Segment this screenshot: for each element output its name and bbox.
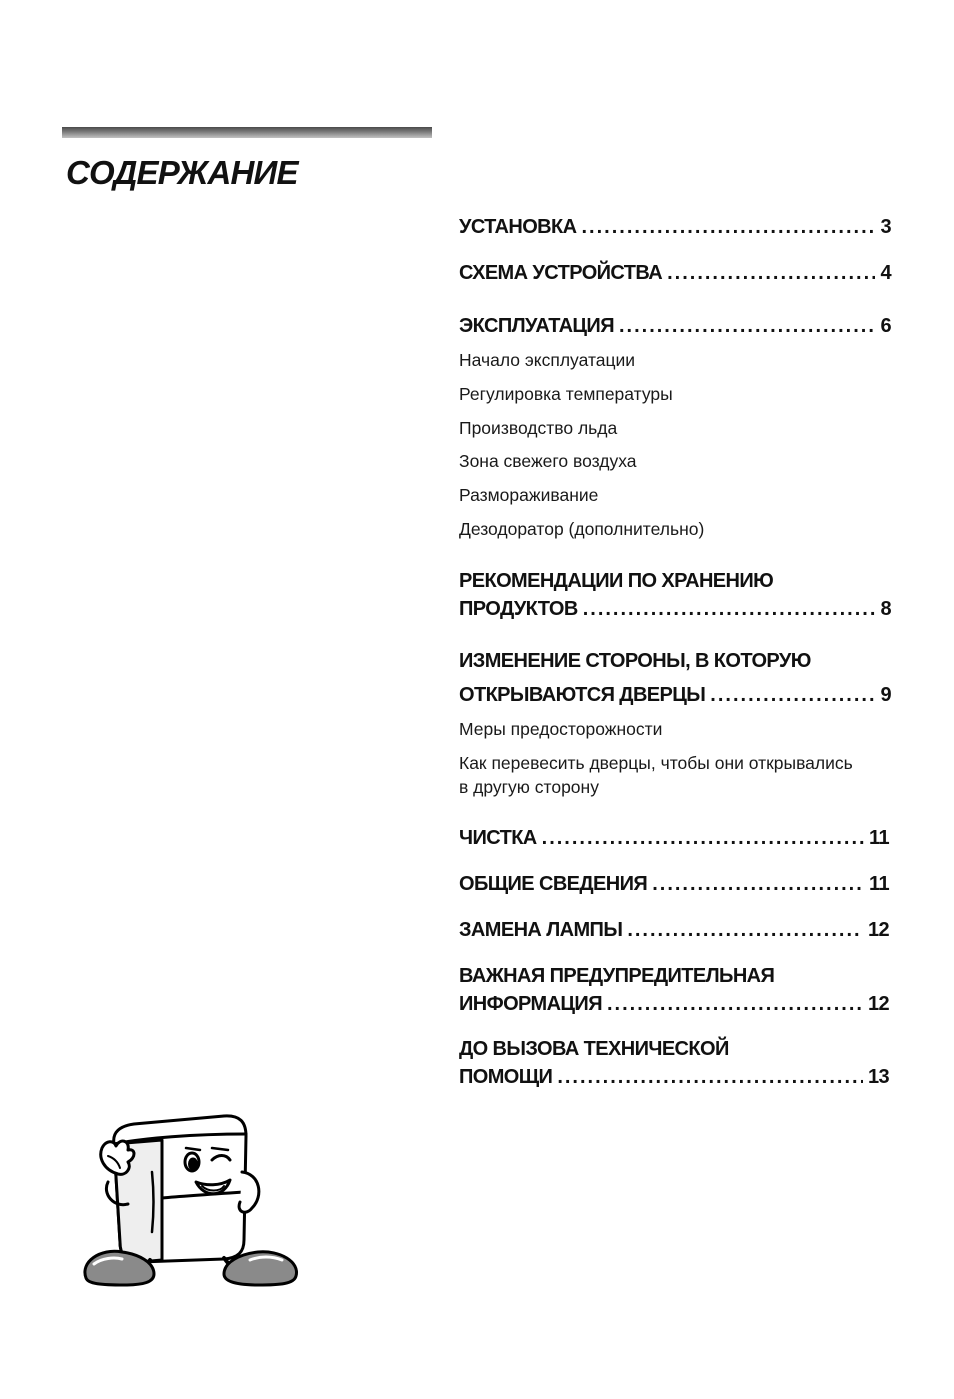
toc-entry-device-diagram[interactable] (459, 259, 891, 287)
toc-page-number: 11 (869, 827, 889, 849)
dot-leader (557, 1063, 863, 1091)
page-title: СОДЕРЖАНИЕ (66, 154, 298, 191)
toc-subitem[interactable]: Дезодоратор (дополнительно) (459, 519, 705, 539)
toc-entry-lamp-replacement[interactable] (459, 916, 889, 944)
toc-entry-label: ОТКРЫВАЮТСЯ ДВЕРЦЫ (459, 684, 706, 706)
toc-subitem[interactable]: Как перевесить дверцы, чтобы они открывались (459, 753, 853, 773)
toc-page-number: 12 (867, 919, 889, 941)
toc-entry-label: ИНФОРМАЦИЯ (459, 993, 602, 1015)
toc-entry-warning-info[interactable] (459, 962, 889, 1018)
dot-leader (607, 990, 863, 1018)
toc-entry-door-reversal[interactable] (459, 647, 891, 709)
dot-leader (627, 916, 863, 944)
toc-entry-operation[interactable] (459, 312, 891, 340)
toc-entry-label: ПОМОЩИ (459, 1066, 553, 1088)
toc-entry-label: ОБЩИЕ СВЕДЕНИЯ (459, 873, 648, 895)
toc-page-number: 9 (880, 684, 891, 706)
toc-page-number: 8 (880, 598, 891, 620)
toc-entry-label: ЧИСТКА (459, 827, 537, 849)
toc-subitem[interactable]: Производство льда (459, 418, 618, 438)
dot-leader (542, 824, 864, 852)
toc-entry-before-service-call[interactable] (459, 1035, 889, 1091)
toc-subitem[interactable]: в другую сторону (459, 777, 599, 797)
dot-leader (581, 213, 875, 241)
dot-leader (652, 870, 864, 898)
toc-entry-label-line1: ВАЖНАЯ ПРЕДУПРЕДИТЕЛЬНАЯ (459, 965, 775, 987)
toc-entry-label: ПРОДУКТОВ (459, 598, 578, 620)
toc-subitem[interactable]: Регулировка температуры (459, 384, 673, 404)
winking-refrigerator-mascot-icon (74, 1112, 306, 1290)
toc-entry-storage-recommendations[interactable] (459, 567, 891, 623)
toc-entry-label: ЭКСПЛУАТАЦИЯ (459, 315, 614, 337)
toc-page-number: 12 (867, 993, 889, 1015)
toc-entry-installation[interactable] (459, 213, 891, 241)
toc-subitem[interactable]: Меры предосторожности (459, 719, 663, 739)
dot-leader (583, 595, 876, 623)
dot-leader (667, 259, 875, 287)
dot-leader (710, 681, 875, 709)
toc-entry-general-info[interactable] (459, 870, 889, 898)
toc-entry-label-line1: РЕКОМЕНДАЦИИ ПО ХРАНЕНИЮ (459, 570, 774, 592)
toc-page-number: 6 (880, 315, 891, 337)
toc-page-number: 4 (880, 262, 891, 284)
toc-entry-label-line1: ДО ВЫЗОВА ТЕХНИЧЕСКОЙ (459, 1038, 729, 1060)
toc-page-number: 11 (869, 873, 889, 895)
toc-subitem[interactable]: Размораживание (459, 485, 599, 505)
toc-subitem[interactable]: Начало эксплуатации (459, 350, 636, 370)
toc-subitem[interactable]: Зона свежего воздуха (459, 451, 637, 471)
toc-entry-label: УСТАНОВКА (459, 216, 577, 238)
toc-page-number: 13 (867, 1066, 889, 1088)
header-rule (62, 127, 432, 138)
toc-entry-label: СХЕМА УСТРОЙСТВА (459, 262, 663, 284)
toc-entry-label: ЗАМЕНА ЛАМПЫ (459, 919, 623, 941)
toc-entry-cleaning[interactable] (459, 824, 889, 852)
toc-entry-label-line1: ИЗМЕНЕНИЕ СТОРОНЫ, В КОТОРУЮ (459, 650, 811, 672)
toc-page-number: 3 (880, 216, 891, 238)
dot-leader (619, 312, 876, 340)
